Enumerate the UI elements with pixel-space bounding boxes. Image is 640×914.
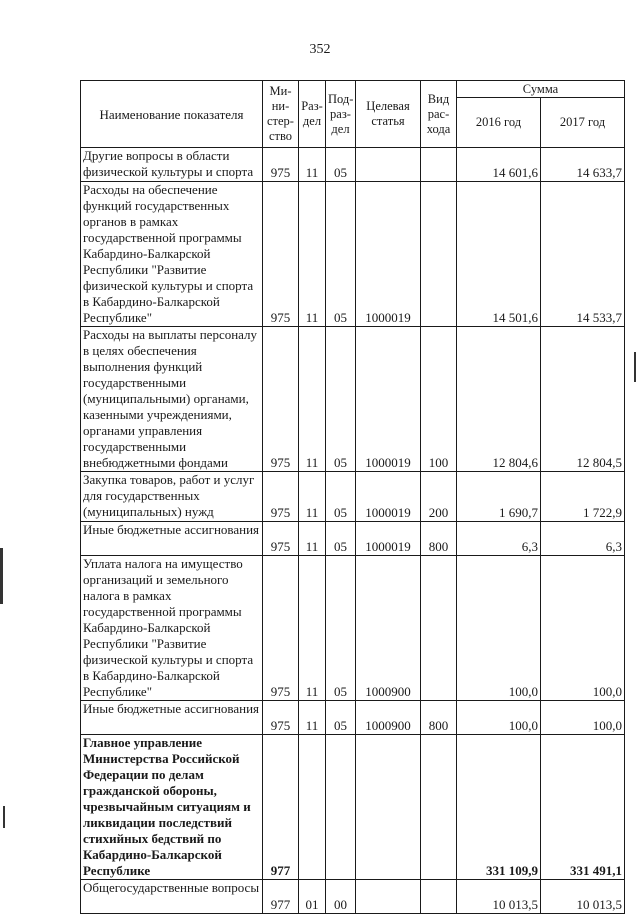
row-section: 11 xyxy=(299,182,326,327)
header-target-text: Целевая статья xyxy=(366,99,410,128)
row-target: 1000019 xyxy=(356,327,421,472)
row-section: 11 xyxy=(299,701,326,735)
row-name: Общегосударственные вопросы xyxy=(81,880,263,914)
header-sum: Сумма xyxy=(457,81,625,98)
row-section: 11 xyxy=(299,522,326,556)
row-section: 11 xyxy=(299,556,326,701)
row-type xyxy=(421,735,457,880)
row-sum-2016: 14 501,6 xyxy=(457,182,541,327)
table-row xyxy=(81,556,625,701)
row-type: 800 xyxy=(421,522,457,556)
row-subsection: 05 xyxy=(326,556,356,701)
row-type xyxy=(421,880,457,914)
header-year-2017: 2017 год xyxy=(541,98,625,148)
table-row xyxy=(81,148,625,182)
row-ministry: 975 xyxy=(263,522,299,556)
header-ministry xyxy=(263,81,299,148)
row-target xyxy=(356,735,421,880)
row-section: 11 xyxy=(299,472,326,522)
row-ministry: 975 xyxy=(263,472,299,522)
row-type xyxy=(421,556,457,701)
row-name: Уплата налога на имущество организаций и земельного налога в рамках государственной программы Кабардино-Балкарской Республики "Развитие физической культуры и спорта в Кабардино-Балкарской Республике" xyxy=(81,556,263,701)
header-section-text: Раз- дел xyxy=(301,99,323,128)
row-type: 800 xyxy=(421,701,457,735)
table-row xyxy=(81,472,625,522)
header-subsection xyxy=(326,81,356,148)
row-ministry: 975 xyxy=(263,701,299,735)
header-name: Наименование показателя xyxy=(81,81,263,148)
row-sum-2016: 100,0 xyxy=(457,701,541,735)
row-subsection: 05 xyxy=(326,701,356,735)
row-sum-2017: 14 633,7 xyxy=(541,148,625,182)
row-target: 1000019 xyxy=(356,522,421,556)
row-type xyxy=(421,182,457,327)
row-subsection xyxy=(326,735,356,880)
row-subsection: 05 xyxy=(326,327,356,472)
row-target: 1000900 xyxy=(356,701,421,735)
row-section: 01 xyxy=(299,880,326,914)
row-name: Закупка товаров, работ и услуг для государственных (муниципальных) нужд xyxy=(81,472,263,522)
row-subsection: 00 xyxy=(326,880,356,914)
row-sum-2017: 331 491,1 xyxy=(541,735,625,880)
row-target xyxy=(356,148,421,182)
row-subsection: 05 xyxy=(326,182,356,327)
row-section xyxy=(299,735,326,880)
table-row xyxy=(81,522,625,556)
row-ministry: 975 xyxy=(263,148,299,182)
row-ministry: 975 xyxy=(263,327,299,472)
header-type-text: Вид рас- хода xyxy=(426,91,451,136)
header-type xyxy=(421,81,457,148)
table-row xyxy=(81,735,625,880)
row-type xyxy=(421,148,457,182)
row-sum-2017: 12 804,5 xyxy=(541,327,625,472)
header-subsection-text: Под- раз- дел xyxy=(328,91,354,136)
scan-mark-left xyxy=(0,548,3,604)
table-row xyxy=(81,327,625,472)
row-section: 11 xyxy=(299,327,326,472)
row-sum-2016: 331 109,9 xyxy=(457,735,541,880)
row-name: Иные бюджетные ассигнования xyxy=(81,522,263,556)
row-subsection: 05 xyxy=(326,522,356,556)
row-target: 1000900 xyxy=(356,556,421,701)
row-sum-2017: 100,0 xyxy=(541,556,625,701)
row-name: Иные бюджетные ассигнования xyxy=(81,701,263,735)
row-type: 200 xyxy=(421,472,457,522)
header-ministry-text: Ми- ни- стер- ство xyxy=(267,84,294,143)
budget-table xyxy=(80,80,625,914)
header-section xyxy=(299,81,326,148)
table-row xyxy=(81,182,625,327)
row-type: 100 xyxy=(421,327,457,472)
row-target: 1000019 xyxy=(356,182,421,327)
row-sum-2017: 14 533,7 xyxy=(541,182,625,327)
row-sum-2016: 1 690,7 xyxy=(457,472,541,522)
row-name: Расходы на выплаты персоналу в целях обеспечения выполнения функций государственными (муниципальными) органами, казенными учреждениями, органами управления государственными внебюджетными фондами xyxy=(81,327,263,472)
row-sum-2016: 6,3 xyxy=(457,522,541,556)
row-section: 11 xyxy=(299,148,326,182)
page-number: 352 xyxy=(309,42,331,57)
row-sum-2017: 6,3 xyxy=(541,522,625,556)
header-year-2016: 2016 год xyxy=(457,98,541,148)
row-sum-2016: 12 804,6 xyxy=(457,327,541,472)
table-row xyxy=(81,701,625,735)
scan-mark-right xyxy=(634,352,636,382)
row-ministry: 975 xyxy=(263,556,299,701)
row-target: 1000019 xyxy=(356,472,421,522)
row-sum-2016: 14 601,6 xyxy=(457,148,541,182)
table-row xyxy=(81,880,625,914)
row-ministry: 977 xyxy=(263,880,299,914)
row-subsection: 05 xyxy=(326,472,356,522)
row-target xyxy=(356,880,421,914)
row-sum-2017: 1 722,9 xyxy=(541,472,625,522)
row-sum-2016: 100,0 xyxy=(457,556,541,701)
row-name: Другие вопросы в области физической культуры и спорта xyxy=(81,148,263,182)
row-subsection: 05 xyxy=(326,148,356,182)
row-name: Главное управление Министерства Российской Федерации по делам гражданской обороны, чрезвычайным ситуациям и ликвидации последствий стихийных бедствий по Кабардино-Балкарской Республике xyxy=(81,735,263,880)
header-target xyxy=(356,81,421,148)
row-ministry: 977 xyxy=(263,735,299,880)
row-sum-2016: 10 013,5 xyxy=(457,880,541,914)
row-sum-2017: 100,0 xyxy=(541,701,625,735)
row-name: Расходы на обеспечение функций государственных органов в рамках государственной программы Кабардино-Балкарской Республики "Развитие физической культуры и спорта в Кабардино-Балкарской Республике" xyxy=(81,182,263,327)
scan-mark-left-lower xyxy=(3,806,5,828)
table-body xyxy=(81,148,625,914)
row-ministry: 975 xyxy=(263,182,299,327)
table-header xyxy=(81,81,625,148)
row-sum-2017: 10 013,5 xyxy=(541,880,625,914)
